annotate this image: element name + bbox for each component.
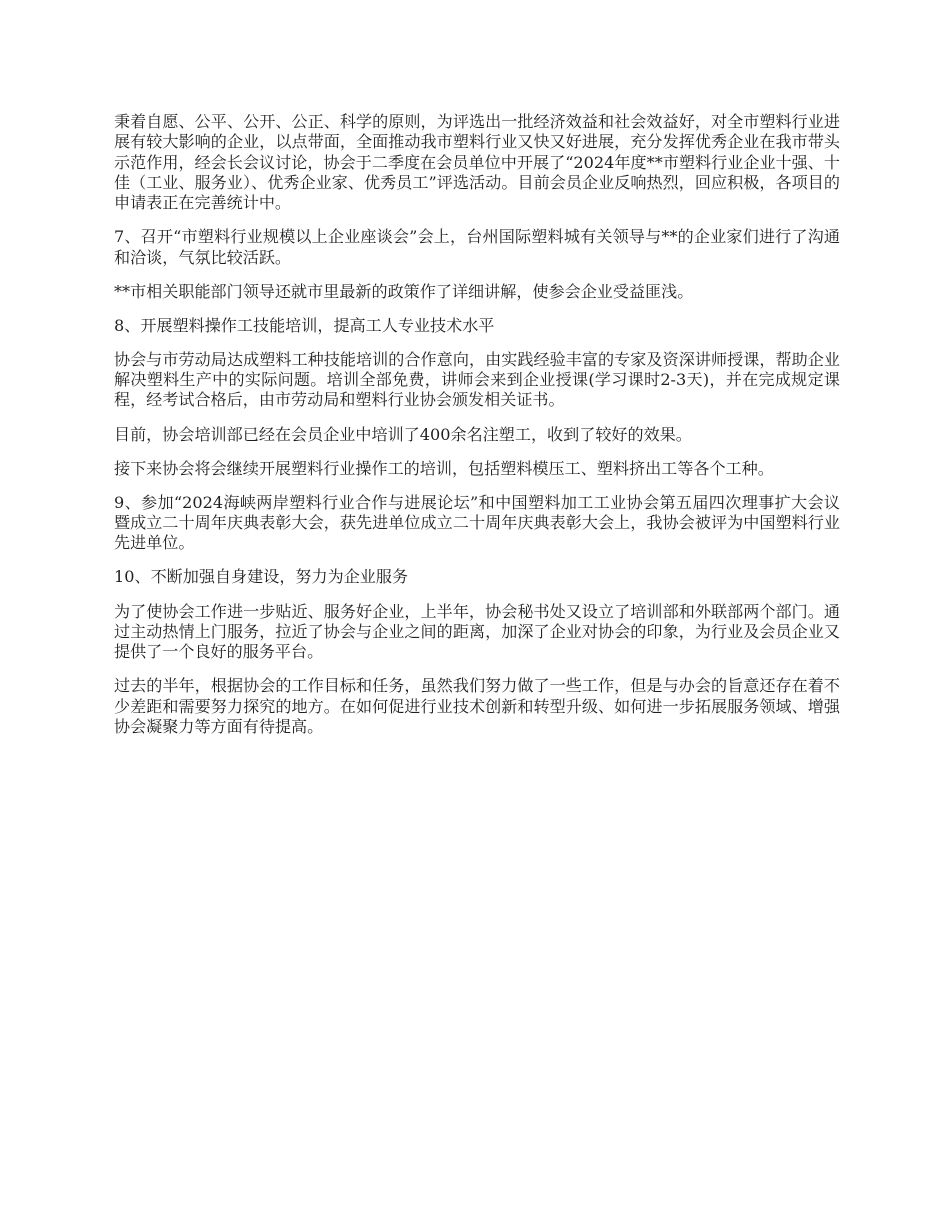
paragraph-policy-explanation: **市相关职能部门领导还就市里最新的政策作了详细讲解，使参会企业受益匪浅。 (114, 281, 694, 301)
paragraph-item-8-heading: 8、开展塑料操作工技能培训，提高工人专业技术水平 (114, 315, 495, 335)
paragraph-half-year-summary: 过去的半年，根据协会的工作目标和任务，虽然我们努力做了一些工作，但是与办会的旨意还存在着不少差距和需要努力探究的地方。在如何促进行业技术创新和转型升级、如何进一步拓展服务领域、增强协会凝聚力等方面有待提高。 (114, 676, 840, 736)
paragraph-training-cooperation: 协会与市劳动局达成塑料工种技能培训的合作意向，由实践经验丰富的专家及资深讲师授课，帮助企业解决塑料生产中的实际问题。培训全部免费，讲师会来到企业授课(学习课时2-3天)，并在完成规定课程，经考试合格后，由市劳动局和塑料行业协会颁发相关证书。 (114, 349, 840, 410)
paragraph-training-next-steps: 接下来协会将会继续开展塑料行业操作工的培训，包括塑料模压工、塑料挤出工等各个工种。 (114, 458, 774, 478)
document-body (114, 112, 840, 751)
paragraph-item-9-forum: 9、参加“2024海峡两岸塑料行业合作与进展论坛”和中国塑料加工工业协会第五届四次理事扩大会议暨成立二十周年庆典表彰大会，获先进单位成立二十周年庆典表彰大会上，我协会被评为中国塑料行业先进单位。 (114, 492, 840, 553)
paragraph-secretariat-departments: 为了使协会工作进一步贴近、服务好企业，上半年，协会秘书处又设立了培训部和外联部两个部门。通过主动热情上门服务，拉近了协会与企业之间的距离，加深了企业对协会的印象，为行业及会员企业又提供了一个良好的服务平台。 (114, 601, 840, 662)
paragraph-selection-activity: 秉着自愿、公平、公开、公正、科学的原则，为评选出一批经济效益和社会效益好，对全市塑料行业进展有较大影响的企业，以点带面，全面推动我市塑料行业又快又好进展，充分发挥优秀企业在我市带头示范作用，经会长会议讨论，协会于二季度在会员单位中开展了“2024年度**市塑料行业企业十强、十佳（工业、服务业）、优秀企业家、优秀员工”评选活动。目前会员企业反响热烈，回应积极，各项目的申请表正在完善统计中。 (114, 112, 840, 213)
paragraph-training-results: 目前，协会培训部已经在会员企业中培训了400余名注塑工，收到了较好的效果。 (114, 424, 692, 444)
paragraph-item-7-symposium: 7、召开“市塑料行业规模以上企业座谈会”会上，台州国际塑料城有关领导与**的企业家们进行了沟通和洽谈，气氛比较活跃。 (114, 227, 840, 267)
paragraph-item-10-heading: 10、不断加强自身建设，努力为企业服务 (114, 567, 409, 587)
